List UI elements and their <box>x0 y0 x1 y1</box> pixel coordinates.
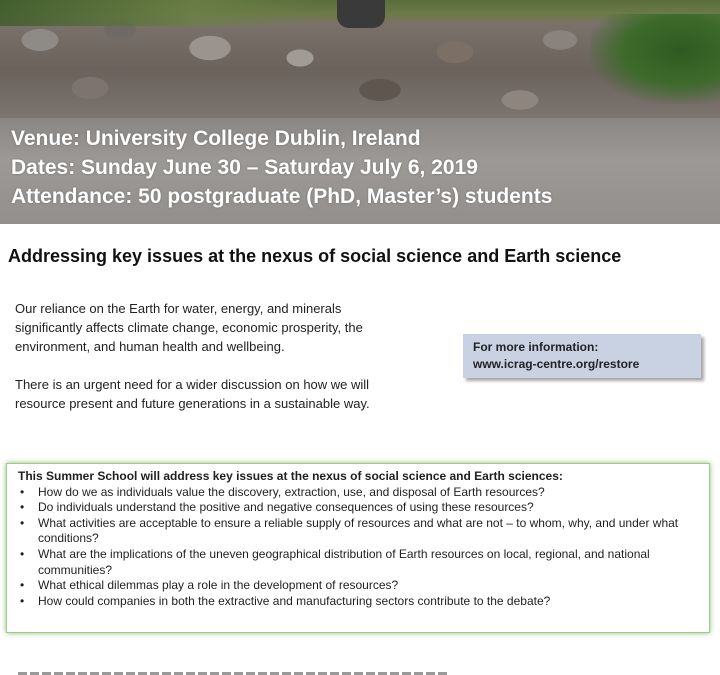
page-headline: Addressing key issues at the nexus of social science and Earth science <box>8 246 622 266</box>
bullet-icon: • <box>20 515 25 530</box>
event-details <box>11 124 552 211</box>
hero-person-silhouette <box>337 0 385 28</box>
more-info-box <box>463 334 701 378</box>
bullet-icon: • <box>20 546 25 561</box>
more-info-label: For more information: <box>473 340 599 354</box>
list-item <box>18 516 701 547</box>
list-item-text: What are the implications of the uneven geographical distribution of Earth resources on local, regional, and national communities? <box>38 546 650 577</box>
hero-grass <box>0 0 320 26</box>
bullet-icon: • <box>20 500 25 515</box>
list-item-text: How could companies in both the extractive and manufacturing sectors contribute to the debate? <box>38 593 551 608</box>
bullet-icon: • <box>20 593 25 608</box>
list-item-text: What activities are acceptable to ensure a reliable supply of resources and what are not – to whom, why, and under what conditions? <box>38 515 679 546</box>
list-item <box>18 578 701 594</box>
summary-heading: This Summer School will address key issues at the nexus of social science and Earth sciences: <box>18 469 563 483</box>
intro-text <box>15 299 395 432</box>
dates-line: Dates: Sunday June 30 – Saturday July 6, 2019 <box>11 156 478 179</box>
bullet-icon: • <box>20 578 25 593</box>
list-item-text: Do individuals understand the positive and negative consequences of using these resources? <box>38 500 534 515</box>
hero-photo <box>0 0 720 224</box>
list-item <box>18 547 701 578</box>
summary-box <box>6 463 710 633</box>
list-item <box>18 485 701 501</box>
intro-paragraph-1: Our reliance on the Earth for water, energy, and minerals significantly affects climate change, economic prosperity, the environment, and human health and wellbeing. <box>15 301 363 354</box>
list-item-text: What ethical dilemmas play a role in the development of resources? <box>38 578 399 593</box>
attendance-line: Attendance: 50 postgraduate (PhD, Master’s) students <box>11 185 553 208</box>
cut-off-text-line <box>18 668 448 675</box>
intro-paragraph-2: There is an urgent need for a wider discussion on how we will resource present and future generations in a sustainable way. <box>15 377 370 411</box>
more-info-url[interactable]: www.icrag-centre.org/restore <box>473 357 640 371</box>
list-item <box>18 500 701 516</box>
summary-list <box>18 485 701 610</box>
hero-shrubs <box>590 14 720 104</box>
list-item-text: How do we as individuals value the discovery, extraction, use, and disposal of Earth resources? <box>38 484 545 499</box>
bullet-icon: • <box>20 484 25 499</box>
venue-line: Venue: University College Dublin, Ireland <box>11 127 421 150</box>
list-item <box>18 594 701 610</box>
